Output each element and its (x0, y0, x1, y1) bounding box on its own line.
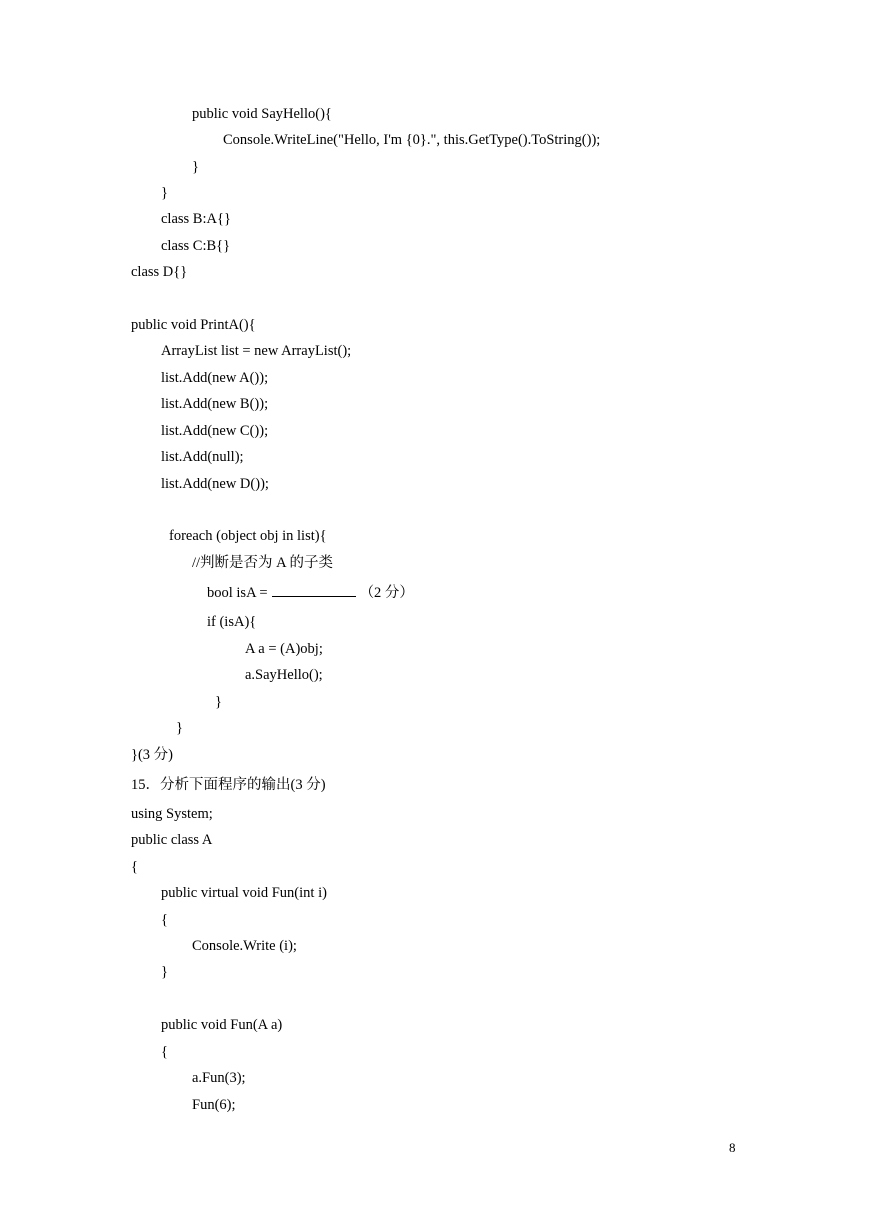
code-line: } (215, 694, 222, 710)
code-line: list.Add(new D()); (161, 476, 269, 492)
code-line: class C:B{} (161, 238, 231, 254)
code-line: { (161, 1044, 168, 1060)
code-line: A a = (A)obj; (245, 641, 323, 657)
code-line: list.Add(new B()); (161, 396, 269, 412)
code-line: ArrayList list = new ArrayList(); (161, 343, 352, 359)
code-line: public virtual void Fun(int i) (161, 885, 327, 901)
code-line: using System; (131, 806, 213, 822)
score-note: （2 分） (359, 585, 414, 601)
code-line: class D{} (131, 264, 188, 280)
code-line: } (161, 964, 168, 980)
code-line: list.Add(new A()); (161, 370, 269, 386)
code-line: }(3 分) (131, 747, 173, 763)
question-heading: 15．分析下面程序的输出(3 分) (131, 777, 326, 793)
code-line: if (isA){ (207, 614, 257, 630)
code-comment: //判断是否为 A 的子类 (192, 555, 333, 571)
code-line: public class A (131, 832, 213, 848)
code-line: class B:A{} (161, 211, 231, 227)
code-line: list.Add(new C()); (161, 423, 269, 439)
code-line: public void PrintA(){ (131, 317, 256, 333)
answer-blank[interactable] (272, 584, 356, 597)
code-text: bool isA = (207, 585, 268, 601)
code-line: } (176, 720, 183, 736)
page-number: 8 (729, 1140, 736, 1155)
code-line: } (161, 185, 168, 201)
code-line: { (131, 859, 138, 875)
fill-in-blank-line (207, 584, 414, 602)
code-line: { (161, 912, 168, 928)
code-line: Fun(6); (192, 1097, 236, 1113)
code-line: public void Fun(A a) (161, 1017, 283, 1033)
code-line: Console.WriteLine("Hello, I'm {0}.", this.GetType().ToString()); (223, 132, 601, 148)
code-line: Console.Write (i); (192, 938, 297, 954)
code-line: a.SayHello(); (245, 667, 323, 683)
code-line: list.Add(null); (161, 449, 244, 465)
code-line: public void SayHello(){ (192, 106, 332, 122)
code-line: } (192, 159, 199, 175)
code-line: foreach (object obj in list){ (169, 528, 327, 544)
code-line: a.Fun(3); (192, 1070, 246, 1086)
